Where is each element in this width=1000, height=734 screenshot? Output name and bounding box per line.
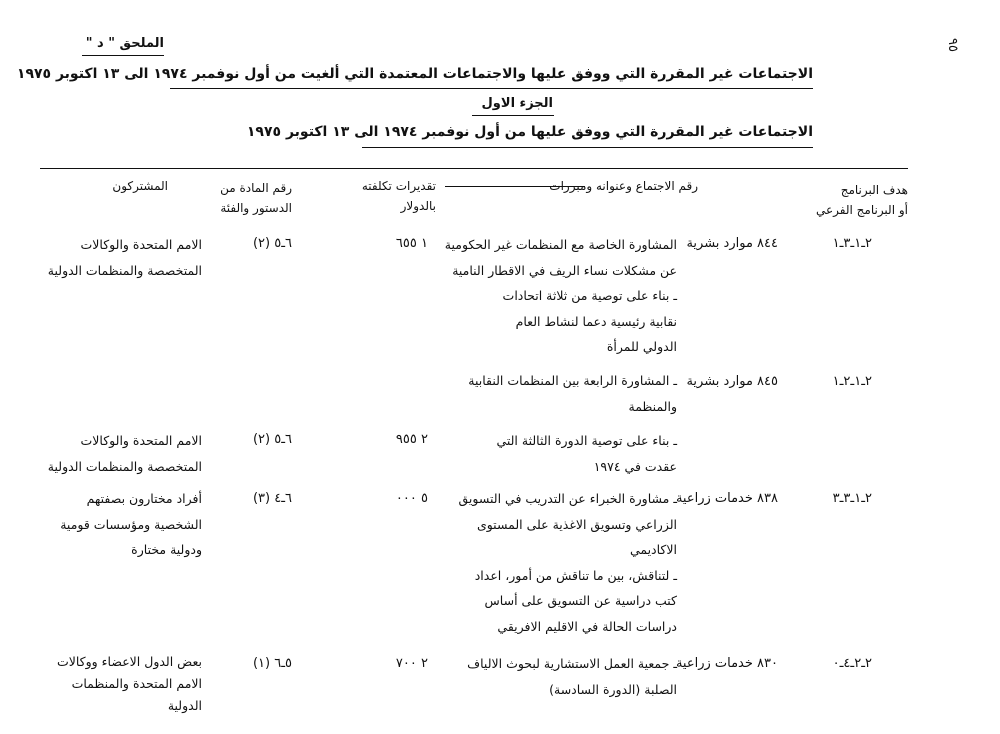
article-number: ٥ـ٦ (١) <box>252 656 292 671</box>
program-code: ٢ـ١ـ٣ـ٣ <box>832 491 872 506</box>
program-code: ٢ـ١ـ٢ـ١ <box>832 374 872 389</box>
main-title-underline <box>170 88 813 89</box>
sub-title-underline <box>362 147 813 148</box>
main-title: الاجتماعات غير المقررة التي ووفق عليها والاجتماعات المعتمدة التي ألغيت من أول نوفمبر ١٩٧٤ الى ١٣ اكتوبر ١٩٧٥ <box>16 66 813 82</box>
meeting-title: ـ جمعية العمل الاستشارية لبحوث الالياف الصلبة (الدورة السادسة) <box>467 656 677 697</box>
participants: أفراد مختارون بصفتهم الشخصية ومؤسسات قومية ودولية مختارة <box>60 491 202 557</box>
program-code: ٢ـ١ـ٣ـ١ <box>832 236 872 251</box>
part-title: الجزء الاول <box>481 96 553 111</box>
annex-underline <box>82 55 164 56</box>
page-number: ٩٥ <box>945 38 960 52</box>
header-meeting: رقم الاجتماع وعنوانه ومبررات <box>549 179 698 193</box>
article-number: ٦ـ٥ (٢) <box>252 432 292 447</box>
sub-title: الاجتماعات غير المقررة التي ووفق عليها من أول نوفمبر ١٩٧٤ الى ١٣ اكتوبر ١٩٧٥ <box>246 124 813 140</box>
cost-value: ٢ ٧٠٠ <box>395 656 428 671</box>
header-participants: المشتركون <box>112 179 168 193</box>
article-number: ٦ـ٥ (٢) <box>252 236 292 251</box>
cost-value: ٥ ٠٠٠ <box>395 491 428 506</box>
table-top-rule <box>40 168 908 169</box>
header-cost: تقديرات تكلفته بالدولار <box>361 179 436 213</box>
header-article: رقم المادة من الدستور والفئة <box>220 181 292 215</box>
meeting-title: المشاورة الخاصة مع المنظمات غير الحكومية عن مشكلات نساء الريف في الاقطار النامية ـ بناء على توصية من ثلاثة اتحادات نقابية رئيسية دعما لنشاط العام الدولي للمرأة <box>444 237 677 354</box>
participants: الامم المتحدة والوكالات المتخصصة والمنظمات الدولية <box>47 433 202 474</box>
cost-value: ١ ٦٥٥ <box>395 236 428 251</box>
meeting-number: ٨٣٠ خدمات زراعية <box>675 656 778 671</box>
meeting-number: ٨٤٤ موارد بشرية <box>686 236 778 251</box>
meeting-title: ـ المشاورة الرابعة بين المنظمات النقابية والمنظمة <box>468 373 677 414</box>
meeting-title: ـ مشاورة الخبراء عن التدريب في التسويق الزراعي وتسويق الاغذية على المستوى الاكاديمي ـ لتناقش، بين ما تناقش من أمور، اعداد كتب دراسية عن التسويق على أساس دراسات الحالة في الاقليم الافريقي <box>458 491 677 634</box>
header-meeting-dash <box>445 186 585 187</box>
meeting-number: ٨٤٥ موارد بشرية <box>686 374 778 389</box>
meeting-title: ـ بناء على توصية الدورة الثالثة التي عقدت في ١٩٧٤ <box>496 433 677 474</box>
annex-title: الملحق " د " <box>85 36 164 51</box>
meeting-number: ٨٣٨ خدمات زراعية <box>675 491 778 506</box>
part-underline <box>472 115 554 116</box>
header-program: هدف البرنامج أو البرنامج الفرعي <box>815 183 908 217</box>
program-code: ٢ـ٢ـ٤ـ٠ <box>832 656 872 671</box>
participants: بعض الدول الاعضاء ووكالات الامم المتحدة والمنظمات الدولية <box>56 654 202 713</box>
participants: الامم المتحدة والوكالات المتخصصة والمنظمات الدولية <box>47 237 202 278</box>
article-number: ٦ـ٤ (٣) <box>252 491 292 506</box>
cost-value: ٢ ٩٥٥ <box>395 432 428 447</box>
